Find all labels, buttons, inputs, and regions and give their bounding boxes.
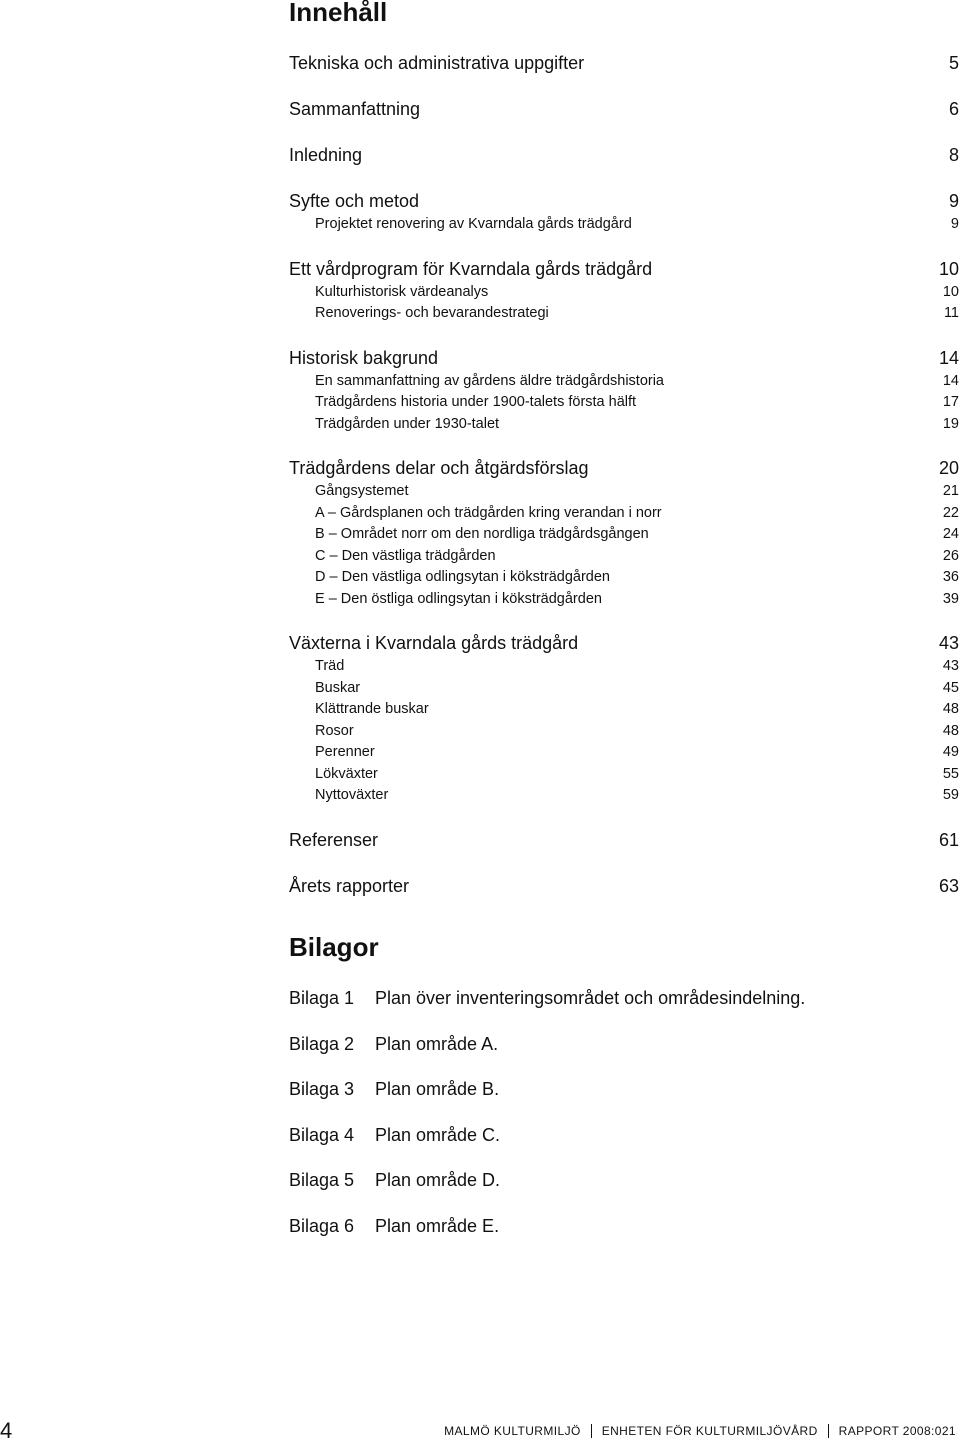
- toc-entry-page: 8: [948, 145, 959, 165]
- toc-entry[interactable]: [289, 142, 959, 168]
- toc-subentry[interactable]: [289, 371, 959, 393]
- toc-section: [289, 630, 959, 807]
- toc-subentry[interactable]: [289, 678, 959, 700]
- toc-subentry-label: Renoverings- och bevarandestrategi: [315, 305, 549, 321]
- toc-entry[interactable]: [289, 873, 959, 899]
- toc-subentry-label: En sammanfattning av gårdens äldre trädgårdshistoria: [315, 372, 664, 389]
- bilaga-entry[interactable]: [289, 985, 959, 1031]
- toc-subentry-label: Trädgården under 1930-talet: [315, 415, 500, 432]
- toc-subentry[interactable]: [289, 699, 959, 721]
- toc-entry-label: Årets rapporter: [289, 875, 410, 896]
- toc-entry-page: 6: [948, 99, 959, 119]
- bilaga-label: Bilaga 3: [289, 1079, 355, 1099]
- toc-subentry[interactable]: [289, 589, 959, 611]
- toc-subentry-page: 48: [942, 722, 959, 739]
- toc-subentry-label: Buskar: [315, 679, 361, 696]
- toc-subentry-label: E – Den östliga odlingsytan i köksträdgården: [315, 590, 602, 607]
- toc-entry-label: Ett vårdprogram för Kvarndala gårds trädgård: [289, 258, 653, 279]
- toc-subentry-label: Kulturhistorisk värdeanalys: [315, 283, 489, 300]
- footer-publisher: [444, 1422, 956, 1440]
- toc-subentry-label: Nyttoväxter: [315, 787, 389, 803]
- bilagor-list: [289, 985, 959, 1258]
- toc-subentry[interactable]: [289, 567, 959, 589]
- toc-subentry[interactable]: [289, 392, 959, 414]
- toc-entry-label: Tekniska och administrativa uppgifter: [289, 53, 585, 73]
- toc-subentry[interactable]: [289, 503, 959, 525]
- toc-subentry-label: C – Den västliga trädgården: [315, 547, 496, 564]
- toc-subentry-label: A – Gårdsplanen och trädgården kring verandan i norr: [315, 504, 662, 521]
- bilaga-text: Plan område B.: [375, 1079, 500, 1099]
- toc-subentry-page: 17: [942, 394, 959, 410]
- toc-subentry-page: 43: [942, 658, 959, 674]
- toc-subentry[interactable]: [289, 721, 959, 743]
- footer-report-id: RAPPORT 2008:021: [838, 1424, 956, 1438]
- bilaga-entry[interactable]: [289, 1031, 959, 1077]
- toc-subentry-label: Träd: [315, 658, 345, 674]
- toc-entry[interactable]: [289, 188, 959, 214]
- toc-subentry[interactable]: [289, 764, 959, 786]
- footer-page-number: 4: [0, 1418, 13, 1443]
- bilaga-label: Bilaga 2: [289, 1033, 355, 1054]
- toc-subentry-page: 49: [942, 744, 959, 760]
- toc-subentry-page: 55: [942, 765, 959, 782]
- toc-subentry-page: 11: [943, 305, 959, 321]
- toc-entry-page: 61: [938, 829, 959, 850]
- toc-section: [289, 188, 959, 236]
- toc-entry-label: Sammanfattning: [289, 99, 421, 119]
- toc-subentry-page: 59: [942, 787, 959, 803]
- bilaga-entry[interactable]: [289, 1076, 959, 1122]
- toc-section: [289, 345, 959, 436]
- toc-entry[interactable]: [289, 256, 959, 282]
- toc-entry[interactable]: [289, 50, 959, 76]
- toc-entry[interactable]: [289, 455, 959, 481]
- toc-subentry-label: Projektet renovering av Kvarndala gårds trädgård: [315, 216, 632, 232]
- toc-subentry[interactable]: [289, 303, 959, 325]
- footer-divider: [591, 1424, 592, 1438]
- toc-section: [289, 142, 959, 168]
- toc-subentry-page: 14: [942, 372, 959, 389]
- toc-subentry[interactable]: [289, 414, 959, 436]
- table-of-contents: [289, 50, 959, 919]
- toc-entry-label: Syfte och metod: [289, 191, 420, 211]
- bilaga-text: Plan område A.: [375, 1033, 499, 1054]
- page-title: Innehåll: [289, 0, 388, 27]
- bilaga-entry[interactable]: [289, 1213, 959, 1259]
- toc-subentry-label: Trädgårdens historia under 1900-talets första hälft: [315, 394, 637, 410]
- toc-entry-label: Referenser: [289, 829, 379, 850]
- bilagor-title: Bilagor: [289, 932, 379, 962]
- toc-subentry[interactable]: [289, 524, 959, 546]
- toc-entry[interactable]: [289, 630, 959, 656]
- toc-subentry-page: 22: [942, 504, 959, 521]
- toc-section: [289, 256, 959, 325]
- toc-subentry[interactable]: [289, 481, 959, 503]
- toc-entry-page: 9: [948, 191, 959, 211]
- toc-subentry[interactable]: [289, 282, 959, 304]
- bilaga-text: Plan område C.: [375, 1124, 501, 1145]
- toc-subentry-page: 36: [942, 569, 959, 585]
- bilaga-text: Plan över inventeringsområdet och områdesindelning.: [375, 988, 806, 1008]
- toc-subentry-label: B – Området norr om den nordliga trädgårdsgången: [315, 526, 649, 542]
- toc-section: [289, 96, 959, 122]
- toc-subentry-page: 48: [942, 701, 959, 717]
- toc-subentry-label: Klättrande buskar: [315, 701, 429, 717]
- toc-subentry-page: 9: [950, 216, 959, 232]
- bilaga-label: Bilaga 1: [289, 988, 355, 1008]
- toc-entry[interactable]: [289, 345, 959, 371]
- bilaga-entry[interactable]: [289, 1122, 959, 1168]
- toc-entry-label: Historisk bakgrund: [289, 347, 439, 368]
- toc-subentry-label: Lökväxter: [315, 765, 378, 782]
- bilaga-text: Plan område D.: [375, 1170, 501, 1190]
- toc-entry[interactable]: [289, 96, 959, 122]
- toc-subentry-label: Gångsystemet: [315, 483, 409, 499]
- toc-entry-page: 63: [938, 875, 959, 896]
- toc-entry[interactable]: [289, 827, 959, 853]
- toc-entry-page: 10: [938, 258, 959, 279]
- toc-entry-page: 14: [938, 347, 959, 368]
- toc-subentry-page: 26: [942, 547, 959, 564]
- toc-section: [289, 827, 959, 853]
- toc-subentry-label: Rosor: [315, 722, 354, 739]
- toc-subentry-page: 21: [942, 483, 959, 499]
- toc-entry-page: 20: [938, 458, 959, 478]
- toc-subentry-page: 19: [942, 415, 959, 432]
- toc-subentry-label: Perenner: [315, 744, 375, 760]
- toc-subentry[interactable]: [289, 656, 959, 678]
- bilaga-entry[interactable]: [289, 1167, 959, 1213]
- toc-section: [289, 873, 959, 899]
- toc-entry-label: Inledning: [289, 145, 363, 165]
- toc-subentry[interactable]: [289, 546, 959, 568]
- toc-subentry[interactable]: [289, 785, 959, 807]
- toc-section: [289, 50, 959, 76]
- bilaga-text: Plan område E.: [375, 1215, 500, 1236]
- bilaga-label: Bilaga 6: [289, 1215, 355, 1236]
- footer-department: ENHETEN FÖR KULTURMILJÖVÅRD: [601, 1424, 818, 1438]
- toc-subentry-label: D – Den västliga odlingsytan i köksträdgården: [315, 569, 610, 585]
- toc-section: [289, 455, 959, 610]
- toc-subentry-page: 45: [942, 679, 959, 696]
- toc-subentry-page: 39: [942, 590, 959, 607]
- toc-subentry-page: 10: [942, 283, 959, 300]
- toc-entry-label: Trädgårdens delar och åtgärdsförslag: [289, 458, 589, 478]
- footer-publisher-name: MALMÖ KULTURMILJÖ: [444, 1424, 581, 1438]
- bilaga-label: Bilaga 4: [289, 1124, 355, 1145]
- toc-subentry-page: 24: [942, 526, 959, 542]
- footer-divider: [828, 1424, 829, 1438]
- toc-entry-label: Växterna i Kvarndala gårds trädgård: [289, 633, 579, 653]
- toc-subentry[interactable]: [289, 742, 959, 764]
- bilaga-label: Bilaga 5: [289, 1170, 355, 1190]
- toc-entry-page: 5: [948, 53, 959, 73]
- toc-entry-page: 43: [938, 633, 959, 653]
- toc-subentry[interactable]: [289, 214, 959, 236]
